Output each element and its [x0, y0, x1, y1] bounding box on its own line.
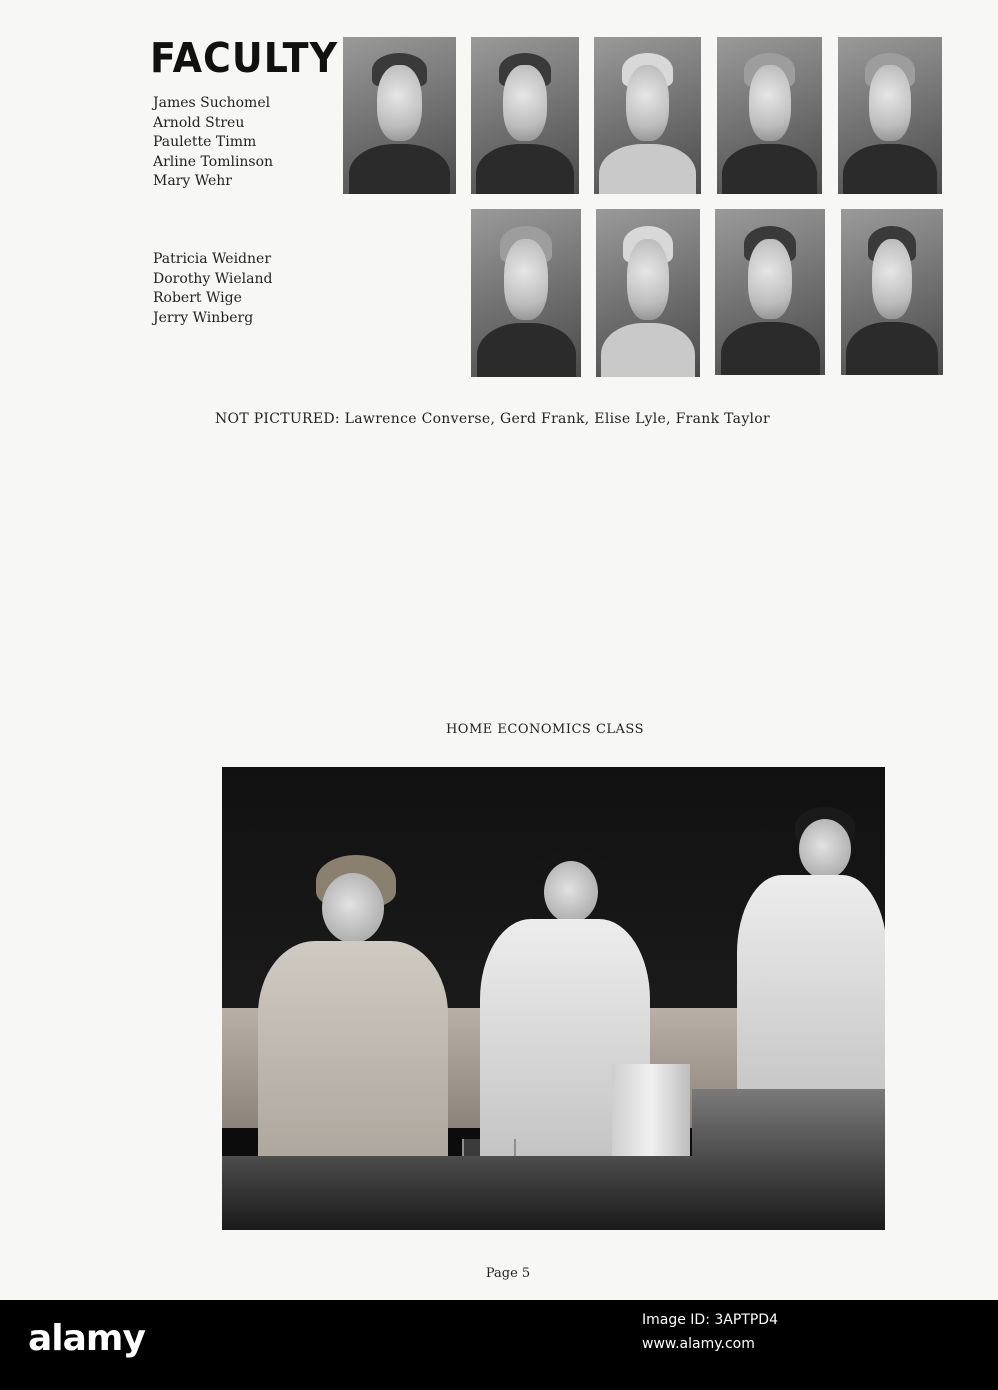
faculty-portrait [596, 209, 700, 377]
page-number: Page 5 [485, 1266, 531, 1281]
faculty-portrait [838, 37, 942, 194]
faculty-names-bottom [153, 250, 273, 328]
watermark-info [642, 1308, 972, 1356]
watermark-site: www.alamy.com [642, 1336, 755, 1352]
student-figure [258, 855, 448, 1185]
faculty-portrait [343, 37, 456, 194]
faculty-portrait [471, 209, 581, 377]
faculty-portrait [841, 209, 943, 375]
faculty-portrait [594, 37, 701, 194]
faculty-name: Dorothy Wieland [153, 270, 273, 287]
watermark-image-id: Image ID: 3APTPD4 [642, 1312, 778, 1328]
faculty-portrait [717, 37, 822, 194]
faculty-name: Paulette Timm [153, 134, 257, 150]
student-figure [717, 807, 885, 1137]
faculty-names-top [153, 94, 273, 192]
faculty-name: Arline Tomlinson [153, 153, 274, 170]
faculty-name: Robert Wige [153, 290, 242, 306]
faculty-name: James Suchomel [153, 95, 271, 111]
not-pictured-caption: NOT PICTURED: Lawrence Converse, Gerd Frank, Elise Lyle, Frank Taylor [215, 411, 771, 427]
watermark-logo: alamy [28, 1318, 145, 1359]
faculty-portrait [471, 37, 579, 194]
faculty-name: Jerry Winberg [153, 309, 254, 326]
faculty-name: Mary Wehr [153, 173, 232, 189]
section-title: HOME ECONOMICS CLASS [445, 722, 645, 737]
home-economics-photo [222, 767, 885, 1230]
faculty-name: Patricia Weidner [153, 251, 272, 267]
faculty-portrait [715, 209, 825, 375]
page-title: FACULTY [150, 34, 339, 82]
faculty-name: Arnold Streu [153, 114, 245, 131]
